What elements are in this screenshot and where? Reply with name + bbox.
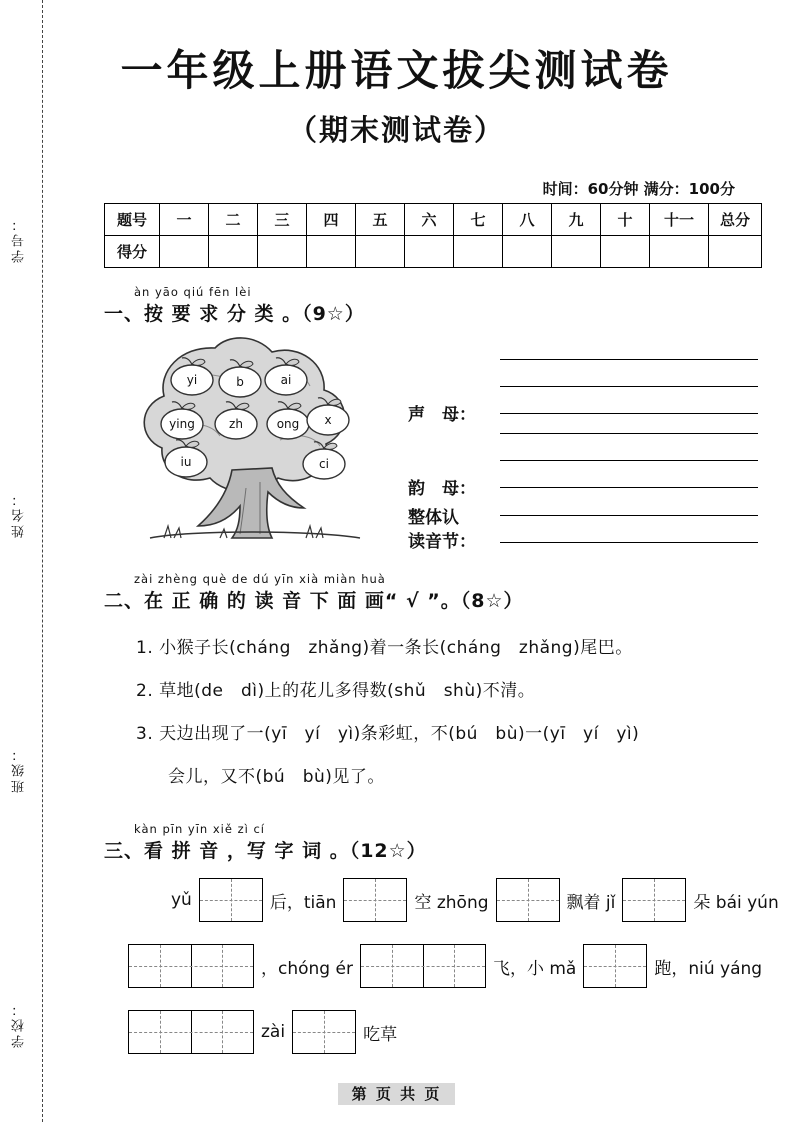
score-cell[interactable] bbox=[454, 236, 503, 268]
answer-group-yunmu bbox=[408, 418, 758, 499]
table-row bbox=[105, 236, 762, 268]
section-one-heading: 一、按 要 求 分 类 。（9☆） bbox=[104, 303, 365, 325]
score-col-9: 九 bbox=[552, 204, 601, 236]
tianzige-box-pair[interactable] bbox=[128, 944, 254, 988]
apple-label-yi: yi bbox=[186, 373, 198, 387]
score-table bbox=[104, 203, 762, 268]
score-cell[interactable] bbox=[503, 236, 552, 268]
score-cell[interactable] bbox=[307, 236, 356, 268]
score-cell[interactable] bbox=[650, 236, 709, 268]
tianzige-box[interactable] bbox=[622, 878, 686, 922]
answer-group-shengmu bbox=[408, 344, 758, 425]
answer-line[interactable] bbox=[500, 472, 758, 488]
score-cell[interactable] bbox=[258, 236, 307, 268]
answer-line[interactable] bbox=[500, 500, 758, 516]
apple-label-b: b bbox=[236, 375, 244, 389]
tianzige-box[interactable] bbox=[292, 1010, 356, 1054]
page-footer bbox=[0, 1083, 793, 1104]
answer-line[interactable] bbox=[500, 344, 758, 360]
row2-text-3: 跑，niú yáng bbox=[654, 958, 763, 979]
side-label-xuehao: 学号： bbox=[12, 215, 27, 263]
question-2-2[interactable]: 2. 草地(de dì)上的花儿多得数(shǔ shù)不清。 bbox=[136, 681, 536, 701]
row2-text-2: 飞，小 mǎ bbox=[492, 958, 577, 979]
table-row bbox=[105, 204, 762, 236]
writing-row-2 bbox=[124, 944, 765, 988]
answer-line[interactable] bbox=[500, 445, 758, 461]
score-col-8: 八 bbox=[503, 204, 552, 236]
answer-line[interactable] bbox=[500, 418, 758, 434]
score-col-7: 七 bbox=[454, 204, 503, 236]
apple-label-ai: ai bbox=[280, 373, 292, 387]
score-col-6: 六 bbox=[405, 204, 454, 236]
score-cell[interactable] bbox=[552, 236, 601, 268]
tianzige-box[interactable] bbox=[343, 878, 407, 922]
answer-line[interactable] bbox=[500, 527, 758, 543]
row1-text-3: 空 zhōng bbox=[414, 892, 489, 913]
apple-label-x: x bbox=[324, 413, 332, 427]
dashed-margin-line bbox=[42, 0, 43, 1122]
score-col-3: 三 bbox=[258, 204, 307, 236]
apple-label-ying: ying bbox=[169, 417, 195, 431]
tianzige-box-pair[interactable] bbox=[128, 1010, 254, 1054]
row3-text-2: 吃草 bbox=[363, 1024, 398, 1045]
score-cell[interactable] bbox=[601, 236, 650, 268]
writing-row-1 bbox=[168, 878, 782, 922]
score-col-4: 四 bbox=[307, 204, 356, 236]
score-cell[interactable] bbox=[209, 236, 258, 268]
score-col-1: 一 bbox=[160, 204, 209, 236]
tianzige-box-pair[interactable] bbox=[360, 944, 486, 988]
apple-label-iu: iu bbox=[180, 455, 192, 469]
apple-label-zh: zh bbox=[229, 417, 243, 431]
section-three-pinyin: kàn pīn yīn xiě zì cí bbox=[134, 822, 265, 836]
time-and-score-info: 时间：60分钟 满分：100分 bbox=[542, 180, 735, 198]
side-label-xingming: 姓名： bbox=[12, 490, 27, 538]
section-two-header bbox=[104, 572, 524, 613]
answer-line[interactable] bbox=[500, 371, 758, 387]
apple-label-ong: ong bbox=[276, 417, 300, 431]
label-zhengti-line2: 读音节： bbox=[408, 532, 476, 552]
tree-illustration bbox=[120, 320, 390, 560]
tianzige-box[interactable] bbox=[496, 878, 560, 922]
label-yunmu: 韵 母： bbox=[408, 479, 476, 499]
label-zhengti-line1: 整体认 bbox=[408, 508, 459, 528]
score-cell-total[interactable] bbox=[709, 236, 762, 268]
label-shengmu: 声 母： bbox=[408, 405, 476, 425]
section-three-header bbox=[104, 822, 427, 863]
side-label-banji: 班级： bbox=[12, 745, 27, 793]
writing-row-3 bbox=[124, 1010, 400, 1054]
tianzige-box[interactable] bbox=[583, 944, 647, 988]
row3-text-1: zài bbox=[261, 1022, 286, 1042]
question-2-3-cont[interactable]: 会儿，又不(bú bù)见了。 bbox=[168, 767, 385, 787]
score-col-11: 十一 bbox=[650, 204, 709, 236]
question-2-3[interactable]: 3. 天边出现了一(yī yí yì)条彩虹，不(bú bù)一(yī yí yì) bbox=[136, 724, 640, 744]
row1-text-1: yǔ bbox=[171, 890, 192, 910]
score-col-5: 五 bbox=[356, 204, 405, 236]
section-three-heading: 三、看 拼 音 ，写 字 词 。（12☆） bbox=[104, 840, 427, 862]
answer-group-zhengti bbox=[408, 500, 758, 554]
question-2-1[interactable]: 1. 小猴子长(cháng zhǎng)着一条长(cháng zhǎng)尾巴。 bbox=[136, 638, 633, 658]
answer-line[interactable] bbox=[500, 398, 758, 414]
score-cell[interactable] bbox=[356, 236, 405, 268]
row2-text-1: ，chóng ér bbox=[261, 958, 353, 979]
score-col-2: 二 bbox=[209, 204, 258, 236]
section-one-pinyin: àn yāo qiú fēn lèi bbox=[134, 285, 252, 299]
score-cell[interactable] bbox=[160, 236, 209, 268]
score-table-row-label: 题号 bbox=[105, 204, 160, 236]
tianzige-box[interactable] bbox=[199, 878, 263, 922]
section-two-heading: 二、在 正 确 的 读 音 下 面 画“ √ ”。（8☆） bbox=[104, 590, 524, 612]
score-col-total: 总分 bbox=[709, 204, 762, 236]
score-table-row-label-2: 得分 bbox=[105, 236, 160, 268]
page-footer-text: 第 页 共 页 bbox=[338, 1083, 456, 1105]
section-two-pinyin: zài zhèng què de dú yīn xià miàn huà bbox=[134, 572, 386, 586]
row1-text-4: 飘着 jǐ bbox=[566, 892, 616, 913]
page-subtitle: （期末测试卷） bbox=[287, 113, 505, 147]
row1-text-5: 朵 bái yún bbox=[693, 892, 779, 913]
score-col-10: 十 bbox=[601, 204, 650, 236]
score-cell[interactable] bbox=[405, 236, 454, 268]
apple-label-ci: ci bbox=[319, 457, 329, 471]
row1-text-2: 后，tiān bbox=[269, 892, 337, 913]
page-title: 一年级上册语文拔尖测试卷 bbox=[120, 46, 673, 95]
side-label-xuexiao: 学校： bbox=[12, 1000, 27, 1048]
